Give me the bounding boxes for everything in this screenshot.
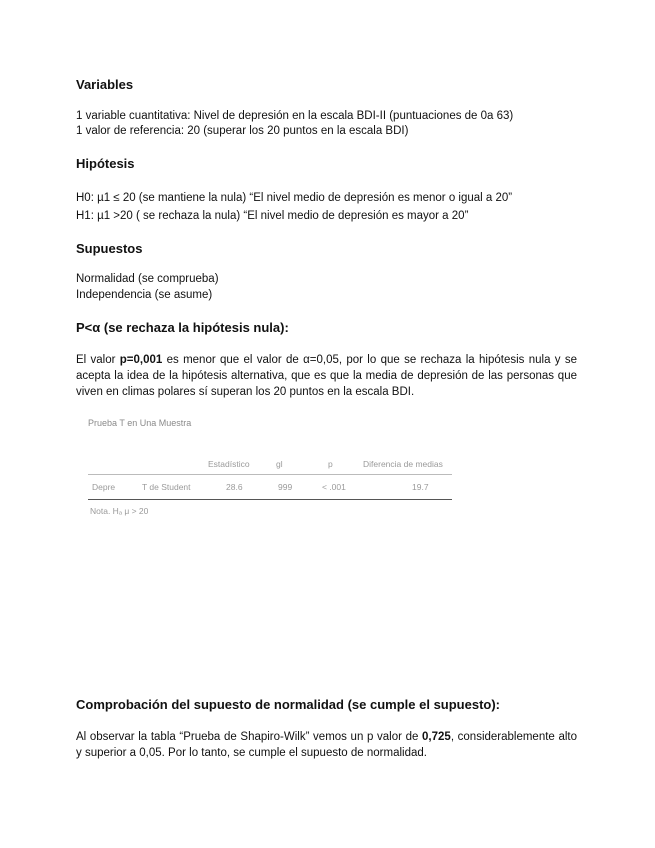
heading-hipotesis: Hipótesis [76, 156, 135, 171]
resultado-text-after: es menor que el valor de α=0,05, por lo que se rechaza la hipótesis nula y se acepta la idea de la hipótesis alternativa, que es que la media de depresión de las personas que viven en climas polares sí superan los 20 puntos en la escala BDI. [76, 354, 577, 398]
normalidad-text-after: , considerablemente alto y superior a 0,05. Por lo tanto, se cumple el supuesto de normalidad. [76, 731, 577, 759]
supuestos-line-2: Independencia (se asume) [76, 289, 213, 301]
resultado-paragraph [76, 352, 577, 400]
table-note: Nota. Hₐ μ > 20 [90, 506, 149, 516]
normalidad-paragraph [76, 729, 577, 761]
header-p: p [328, 459, 333, 469]
supuestos-line-1: Normalidad (se comprueba) [76, 273, 219, 285]
heading-variables: Variables [76, 77, 134, 92]
heading-supuestos: Supuestos [76, 241, 143, 256]
table-title: Prueba T en Una Muestra [88, 418, 192, 428]
variables-line-2: 1 valor de referencia: 20 (superar los 20 puntos en la escala BDI) [76, 125, 409, 137]
resultado-text-before: El valor [76, 354, 120, 366]
cell-variable: Depre [92, 482, 116, 492]
cell-diferencia: 19.7 [412, 482, 429, 492]
heading-resultado: P<α (se rechaza la hipótesis nula): [76, 320, 289, 335]
table-header-rule [88, 474, 452, 475]
header-estadistico: Estadístico [208, 459, 250, 469]
normalidad-text-before: Al observar la tabla “Prueba de Shapiro-Wilk” vemos un p valor de [76, 731, 423, 743]
cell-gl: 999 [278, 482, 293, 492]
hipotesis-h0: H0: µ1 ≤ 20 (se mantiene la nula) “El nivel medio de depresión es menor o igual a 20” [76, 192, 513, 204]
heading-normalidad: Comprobación del supuesto de normalidad (se cumple el supuesto): [76, 697, 501, 712]
header-diferencia: Diferencia de medias [363, 459, 443, 469]
normalidad-p-value: 0,725 [422, 731, 451, 743]
cell-estadistico: 28.6 [226, 482, 243, 492]
header-gl: gl [276, 459, 283, 469]
table-bottom-rule [88, 499, 452, 500]
variables-line-1: 1 variable cuantitativa: Nivel de depresión en la escala BDI-II (puntuaciones de 0a 63) [76, 110, 514, 122]
resultado-p-value: p=0,001 [119, 354, 163, 366]
cell-p: < .001 [322, 482, 346, 492]
cell-test: T de Student [142, 482, 191, 492]
hipotesis-h1: H1: µ1 >20 ( se rechaza la nula) “El nivel medio de depresión es mayor a 20” [76, 210, 469, 222]
